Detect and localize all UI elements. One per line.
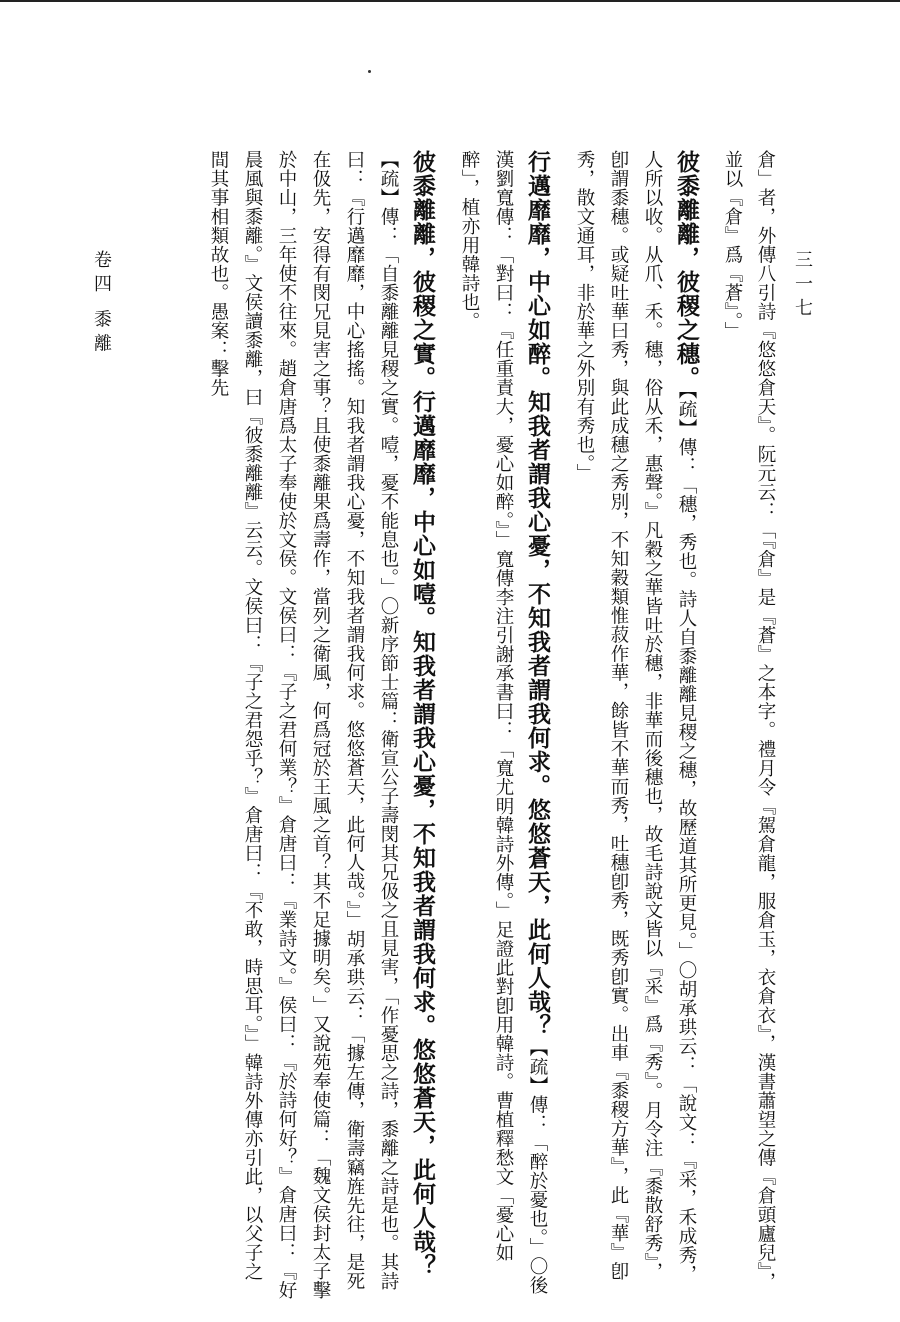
running-head: 卷四 黍離 — [91, 250, 112, 358]
verse-text: 行邁靡靡，中心如醉。知我者謂我心憂，不知我者謂我何求。悠悠蒼天，此何人哉？ — [524, 150, 551, 1038]
paragraph-stanza-1 — [567, 150, 703, 1300]
verse-text: 彼黍離離，彼稷之穗。 — [673, 150, 700, 390]
scan-speck — [368, 70, 371, 73]
page-number: 三一七 — [792, 250, 813, 322]
paragraph-stanza-2 — [201, 150, 439, 1300]
commentary-note: 倉」者，外傳八引詩『悠悠倉天』。阮元云：「『倉』是『蒼』之本字。禮月令『駕倉龍，服倉玉，衣倉衣』，漢書蕭望之傳『倉頭廬兒』，並以『倉』爲『蒼』。」 — [722, 150, 776, 1291]
commentary-text — [188, 150, 782, 1300]
top-border-rule — [0, 0, 900, 2]
commentary-note: 【疏】傳：「自黍離離見稷之實。噎，憂不能息也。」〇新序節士篇：衛宣公子壽閔其兄伋之且見害，「作憂思之詩，黍離之詩是也。其詩曰：『行邁靡靡，中心搖搖。知我者謂我心憂，不知我者謂我何求。悠悠蒼天，此何人哉。』」胡承珙云：「據左傳，衛壽竊旌先往，是死在伋先，安得有閔兄見害之事？且使黍離果爲壽作，當列之衛風，何爲冠於王風之首？其不足據明矣。」又說苑奉使篇：「魏文侯封太子擊於中山，三年使不往來。趙倉唐爲太子奉使於文侯。文侯曰：『子之君何業？』倉唐曰：『業詩文。』侯曰：『於詩何好？』倉唐曰：『好晨風與黍離。』文侯讀黍離，曰『彼黍離離』云云。文侯曰：『子之君怨乎？』倉唐曰：『不敢，時思耳。』」韓詩外傳亦引此，以父子之間其事相類故也。愚案：擊先 — [208, 150, 399, 1300]
verse-text: 彼黍離離，彼稷之實。行邁靡靡，中心如噎。知我者謂我心憂，不知我者謂我何求。悠悠蒼天，此何人哉？ — [409, 150, 436, 1278]
paragraph-stanza-1-cont — [452, 150, 554, 1300]
commentary-note: 【疏】傳：「穗，秀也。詩人自黍離離見稷之穗，故歷道其所更見。」〇胡承珙云：「說文：『采，禾成秀，人所以收。从爪、禾。穗，俗从禾，惠聲。』凡穀之華皆吐於穗，非華而後穗也，故毛詩說文皆以『采』爲『秀』。月令注『黍散舒秀』，卽謂黍穗。或疑吐華曰秀，與此成穗之秀別，不知穀類惟菽作華，餘皆不華而秀，吐穗卽秀，既秀卽實。出車『黍稷方華』，此『華』卽秀，散文通耳，非於華之外別有秀也。」 — [574, 150, 697, 1284]
paragraph-continuation — [716, 150, 782, 1300]
commentary-note: 【疏】傳：「醉於憂也。」〇後漢劉寬傳：「對曰：『任重責大，憂心如醉。』」寬傳李注引謝承書曰：「寬尤明韓詩外傳。」足證此對卽用韓詩。曹植釋愁文「憂心如醉」，植亦用韓詩也。 — [459, 150, 548, 1295]
